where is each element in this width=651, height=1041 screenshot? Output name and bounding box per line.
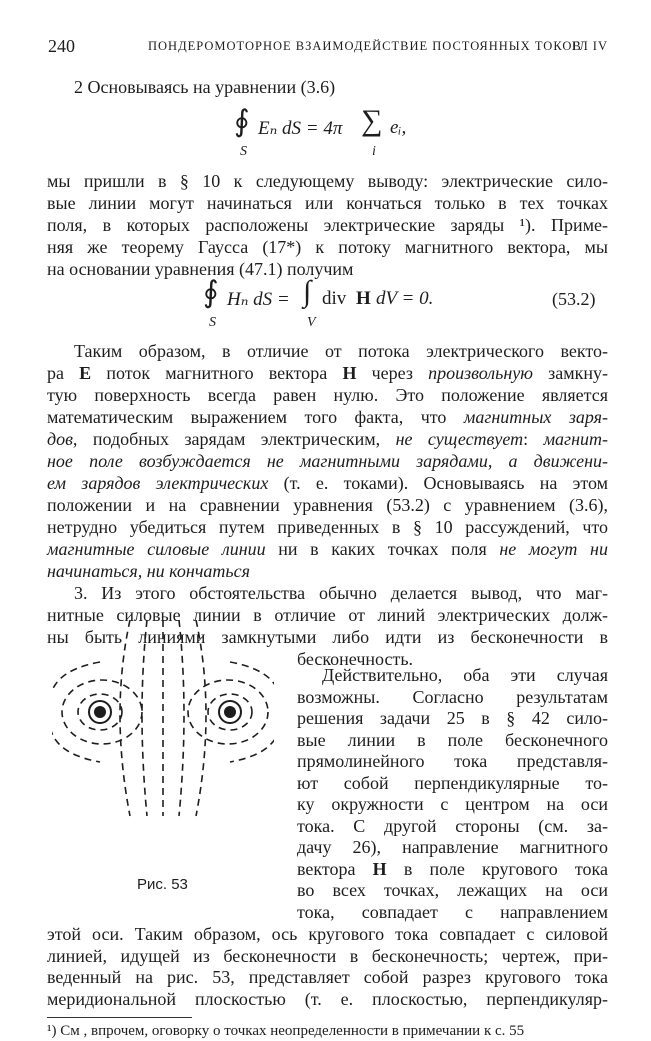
subscript-s: S xyxy=(209,315,216,330)
running-title: ПОНДЕРОМОТОРНОЕ ВЗАИМОДЕЙСТВИЕ ПОСТОЯННЫХ ТОКОВ xyxy=(148,39,582,53)
equation-lhs: Eₙ dS = 4π xyxy=(258,118,343,139)
item-2-intro: 2 Основываясь на уравнении (3.6) xyxy=(74,77,336,97)
page-header xyxy=(48,36,608,60)
sum-sign: ∑ xyxy=(361,104,383,137)
wrap-line: прямолинейного тока представля- xyxy=(297,751,608,771)
chapter-label: ГЛ IV xyxy=(571,39,608,53)
para2-line: ное поле возбуждается не магнитными зарядами, а движени- xyxy=(47,451,608,471)
contour-integral-sign: ∮ xyxy=(234,105,250,138)
wrap-line: тока. С другой стороны (см. за- xyxy=(297,815,608,836)
para2-line: ра E поток магнитного вектора H через произвольную замкну- xyxy=(47,363,608,383)
para2-line: математическим выражением того факта, что магнитных заря- xyxy=(47,407,608,427)
vector-h: H xyxy=(356,288,371,309)
wrap-line: вые линии в поле бесконечного xyxy=(297,729,608,750)
subscript-s: S xyxy=(240,144,247,159)
page-number: 240 xyxy=(48,36,75,56)
equation-rhs: eᵢ, xyxy=(390,117,407,138)
wrap-line: возможны. Согласно результатам xyxy=(297,686,608,707)
para2-line: положении и на сравнении уравнения (53.2) с уравнением (3.6), xyxy=(47,495,608,515)
figure-caption: Рис. 53 xyxy=(137,876,188,893)
div-operator: div xyxy=(322,288,347,309)
para4-line: веденный на рис. 53, представляет собой разрез кругового тока xyxy=(47,967,608,987)
para2-line: магнитные силовые линии ни в каких точках поля не могут ни xyxy=(47,539,608,559)
left-conductor-dot xyxy=(94,706,106,718)
footnote-text: См , впрочем, оговорку о точках неопределенности в примечании к с. 55 xyxy=(56,1023,525,1039)
para4-line: линией, идущей из бесконечности в бесконечность; чертеж, при- xyxy=(47,945,608,966)
para1-line: на основании уравнения (47.1) получим xyxy=(47,259,354,279)
wrap-line: Действительно, оба эти случая xyxy=(322,665,608,685)
para2-line: Таким образом, в отличие от потока электрического векто- xyxy=(74,341,608,361)
para3-line: бесконечность. xyxy=(297,649,414,669)
para2-line: начинаться, ни кончаться xyxy=(47,561,250,581)
footnote-mark: ¹) xyxy=(47,1023,57,1039)
para2-line: тую поверхность всегда равен нулю. Это положение является xyxy=(47,385,608,405)
wrap-line: ют собой перпендикулярные то- xyxy=(297,772,608,793)
contour-integral-sign: ∮ xyxy=(203,276,219,309)
para2-line: ем зарядов электрических (т. е. токами). Основываясь на этом xyxy=(47,473,608,493)
para3-line: ны быть линиями замкнутыми либо идти из бесконечности в xyxy=(47,627,608,647)
right-conductor-dot xyxy=(224,706,236,718)
integral-sign: ∫ xyxy=(303,275,312,308)
footnote xyxy=(47,1021,608,1041)
para1-line: мы пришли в § 10 к следующему выводу: электрические сило- xyxy=(47,171,608,191)
field-line xyxy=(142,620,147,816)
para2-line: нетрудно убедиться путем приведенных в § 10 рассуждений, что xyxy=(47,517,608,537)
footnote-rule xyxy=(47,1017,192,1018)
para4-line: этой оси. Таким образом, ось кругового тока совпадает с силовой xyxy=(47,924,608,944)
wrap-line: вектора H в поле кругового тока xyxy=(297,858,608,879)
para1-line: няя же теорему Гаусса (17*) к потоку магнитного вектора, мы xyxy=(47,237,608,257)
field-line xyxy=(196,620,206,816)
wrap-line: во всех точках, лежащих на оси xyxy=(297,880,608,900)
wrap-line: дачу 26), направление магнитного xyxy=(297,837,608,857)
equation-rhs: dV = 0. xyxy=(376,288,434,309)
figure-53-field-lines xyxy=(52,612,274,832)
para1-line: вые линии могут начинаться или кончаться только в тех точках xyxy=(47,193,608,213)
para3-line: 3. Из этого обстоятельства обычно делается вывод, что маг- xyxy=(74,583,608,603)
field-line xyxy=(179,620,184,816)
subscript-i: i xyxy=(372,144,376,159)
wrap-line: решения задачи 25 в § 42 сило- xyxy=(297,708,608,728)
para1-line: поля, в которых расположены электрические заряды ¹). Приме- xyxy=(47,215,608,235)
equation-lhs: Hₙ dS = xyxy=(227,289,290,310)
wrap-line: тока, совпадает с направлением xyxy=(297,901,608,922)
wrap-line: ку окружности с центром на оси xyxy=(297,794,608,814)
para3-line: нитные силовые линии в отличие от линий электрических долж- xyxy=(47,605,608,625)
para4-line: меридиональной плоскостью (т. е. плоскостью, перпендикуляр- xyxy=(47,988,608,1009)
para2-line: дов, подобных зарядам электрическим, не существует: магнит- xyxy=(47,429,608,449)
subscript-v: V xyxy=(307,315,316,330)
equation-number: (53.2) xyxy=(552,289,596,309)
